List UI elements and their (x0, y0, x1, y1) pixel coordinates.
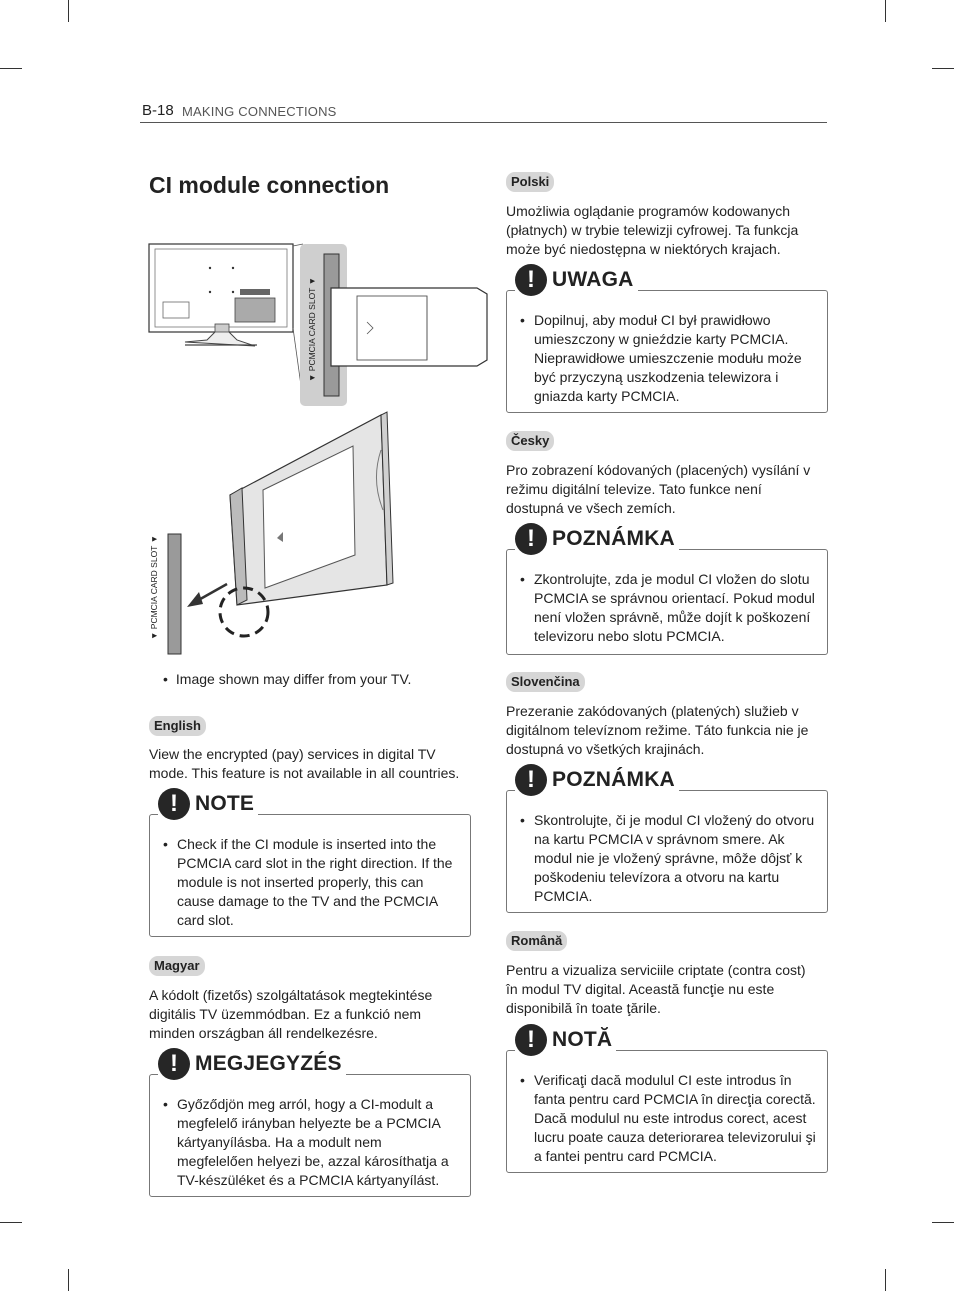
note-title: MEGJEGYZÉS (195, 1052, 342, 1075)
note-title: NOTE (195, 792, 255, 815)
exclamation-icon: ! (515, 523, 547, 555)
lang-tag-romana: Română (506, 931, 567, 951)
note-text: Győződjön meg arról, hogy a CI-modult a megfelelő irányban helyezte be a PCMCIA kártyanyílásba. Ha a modult nem megfelelően helyezi be, azzal károsíthatja a TV-készüléket és a PCMCIA kártyanyílást. (177, 1096, 449, 1188)
note-text: Skontrolujte, či je modul CI vložený do otvoru na kartu PCMCIA v správnom smere. Ak modul nie je vložený správne, môže dôjsť k poškodeniu televízora a otvoru na kartu PCMCIA. (534, 812, 815, 904)
note-header (515, 523, 679, 555)
note-body (518, 811, 817, 906)
note-body (518, 570, 817, 646)
note-body (161, 835, 460, 930)
note-header (515, 764, 679, 796)
section-name: MAKING CONNECTIONS (182, 104, 337, 119)
magyar-description: A kódolt (fizetős) szolgáltatások megtekintése digitális TV üzemmódban. Ez a funkció nem minden országban áll rendelkezésre. (149, 987, 433, 1041)
lang-tag-cesky: Česky (506, 431, 554, 451)
lang-tag-polski: Polski (506, 172, 554, 192)
note-text: Zkontrolujte, zda je modul CI vložen do slotu PCMCIA se správnou orientací. Pokud modul není vložen správně, může dojít k poškození televizoru nebo slotu PCMCIA. (534, 571, 815, 644)
bullet: • (163, 836, 168, 852)
ci-module-illustration (145, 240, 495, 665)
note-box-romana (506, 1026, 828, 1173)
crop-mark (932, 1222, 954, 1223)
slot-label-bottom: ▼ PCMCIA CARD SLOT ▼ (149, 535, 159, 640)
note-header (158, 788, 258, 820)
crop-mark (885, 0, 886, 22)
exclamation-icon: ! (515, 764, 547, 796)
lang-tag-slovencina: Slovenčina (506, 672, 585, 692)
note-box-english (149, 790, 471, 937)
crop-mark (68, 0, 69, 22)
crop-mark (68, 1269, 69, 1291)
lang-tag-english: English (149, 716, 206, 736)
cesky-description: Pro zobrazení kódovaných (placených) vysílání v režimu digitální televize. Tato funkce není dostupná ve všech zemích. (506, 462, 811, 516)
bullet: • (520, 812, 525, 828)
note-title: POZNÁMKA (552, 527, 675, 550)
note-text: Dopilnuj, aby moduł CI był prawidłowo umieszczony w gnieździe karty PCMCIA. Nieprawidłowe umieszczenie modułu może być przyczyną uszkodzenia telewizora i gniazda karty PCMCIA. (534, 312, 802, 404)
note-title: POZNÁMKA (552, 768, 675, 791)
note-box-magyar (149, 1050, 471, 1197)
note-box-polski (506, 266, 828, 413)
romana-description: Pentru a vizualiza serviciile criptate (contra cost) în modul TV digital. Această funcţie nu este disponibilă în toate ţările. (506, 962, 806, 1016)
note-box-slovencina (506, 766, 828, 913)
note-header (515, 264, 638, 296)
illustration-caption (163, 671, 411, 687)
page-number: B-18 (142, 102, 174, 119)
note-header (515, 1024, 616, 1056)
page-header (140, 100, 827, 123)
bullet: • (520, 1072, 525, 1088)
note-body (518, 1071, 817, 1166)
ci-card-angled-icon (230, 412, 393, 605)
bullet: • (163, 1096, 168, 1112)
note-text: Verificaţi dacă modulul CI este introdus în fanta pentru card PCMCIA în direcţia corectă. Dacă modulul nu este introdus corect, acest lucru poate cauza deteriorarea televizorului şi a fantei pentru card PCMCIA. (534, 1072, 816, 1164)
crop-mark (932, 68, 954, 69)
note-header (158, 1048, 346, 1080)
bullet: • (520, 571, 525, 587)
crop-mark (885, 1269, 886, 1291)
crop-mark (0, 68, 22, 69)
note-body (161, 1095, 460, 1190)
tv-back-icon (149, 244, 293, 346)
exclamation-icon: ! (515, 1024, 547, 1056)
english-description: View the encrypted (pay) services in digital TV mode. This feature is not available in all countries. (149, 746, 460, 781)
polski-description: Umożliwia oglądanie programów kodowanych (płatnych) w trybie telewizji cyfrowej. Ta funkcja może być niedostępna w niektórych krajach. (506, 203, 799, 257)
note-box-cesky (506, 525, 828, 655)
note-text: Check if the CI module is inserted into the PCMCIA card slot in the right direction. If the module is not inserted properly, this can cause damage to the TV and the PCMCIA card slot. (177, 836, 453, 928)
exclamation-icon: ! (515, 264, 547, 296)
note-body (518, 311, 817, 406)
bullet: • (163, 671, 168, 687)
exclamation-icon: ! (158, 788, 190, 820)
note-title: UWAGA (552, 268, 634, 291)
exclamation-icon: ! (158, 1048, 190, 1080)
page-title: CI module connection (149, 172, 390, 198)
bullet: • (520, 312, 525, 328)
caption-text: Image shown may differ from your TV. (175, 671, 412, 687)
ci-card-icon (331, 288, 487, 366)
note-title: NOTĂ (552, 1028, 613, 1051)
crop-mark (0, 1222, 22, 1223)
slot-label-top: ▼ PCMCIA CARD SLOT ▼ (307, 277, 317, 382)
slovencina-description: Prezeranie zakódovaných (platených) služieb v digitálnom televíznom režime. Táto funkcia nie je dostupná vo všetkých krajinách. (506, 703, 809, 757)
lang-tag-magyar: Magyar (149, 956, 205, 976)
